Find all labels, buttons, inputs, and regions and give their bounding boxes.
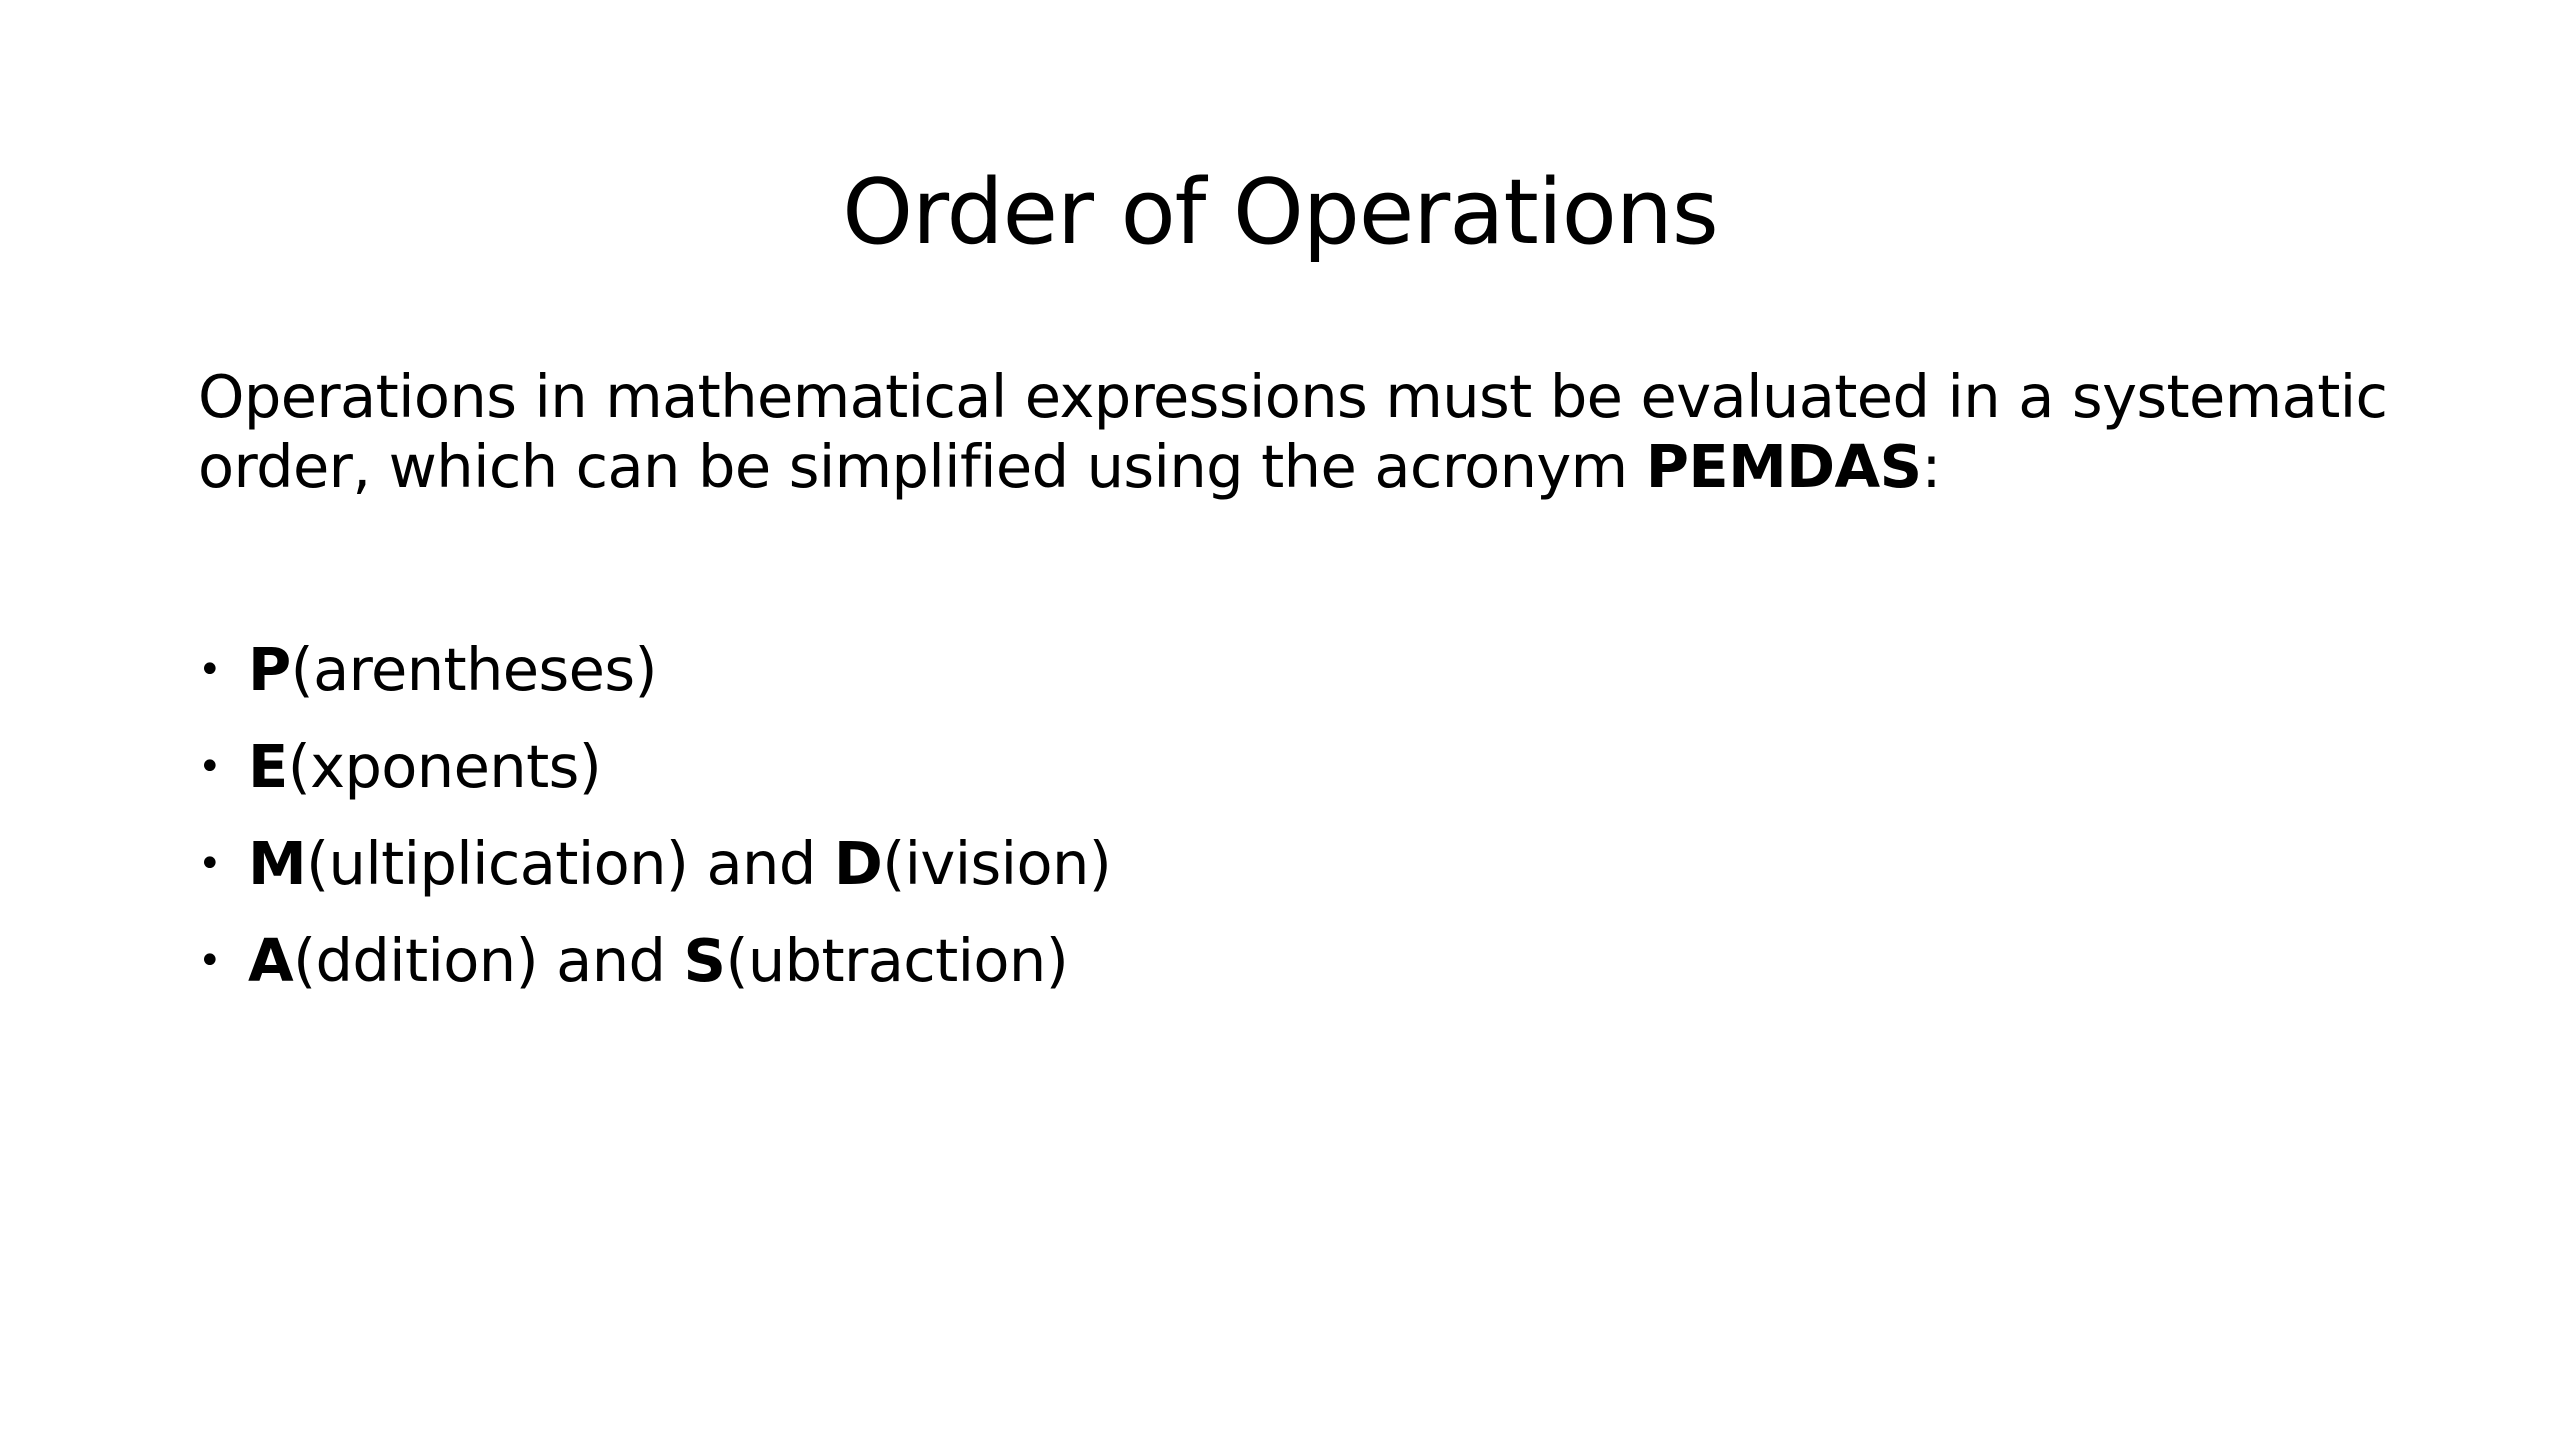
bullet-connector: and (688, 829, 834, 898)
bullet-text: (ddition) (293, 926, 539, 995)
bullet-letter: S (683, 926, 726, 995)
bullet-letter: P (248, 635, 291, 704)
bullet-connector: and (538, 926, 684, 995)
acronym-pemdas: PEMDAS (1645, 432, 1922, 501)
bullet-text: (ubtraction) (725, 926, 1069, 995)
list-item (198, 824, 1111, 921)
slide-title: Order of Operations (842, 160, 1718, 265)
bullet-letter: A (248, 926, 294, 995)
intro-suffix: : (1921, 432, 1941, 501)
bullet-letter: E (248, 732, 288, 801)
pemdas-list (198, 630, 1111, 1018)
bullet-icon: • (198, 647, 221, 693)
bullet-icon: • (198, 841, 221, 887)
intro-text: Operations in mathematical expressions must be evaluated in a systematic order, which can be simplified using the acronym (198, 362, 2388, 501)
bullet-text: (xponents) (287, 732, 602, 801)
list-item (198, 630, 1111, 727)
list-item (198, 921, 1111, 1018)
bullet-letter: M (248, 829, 307, 898)
list-item (198, 727, 1111, 824)
bullet-text: (arentheses) (290, 635, 657, 704)
intro-paragraph (198, 362, 2438, 502)
bullet-text: (ivision) (882, 829, 1112, 898)
bullet-letter: D (833, 829, 883, 898)
bullet-text: (ultiplication) (306, 829, 689, 898)
bullet-icon: • (198, 938, 221, 984)
bullet-icon: • (198, 744, 221, 790)
